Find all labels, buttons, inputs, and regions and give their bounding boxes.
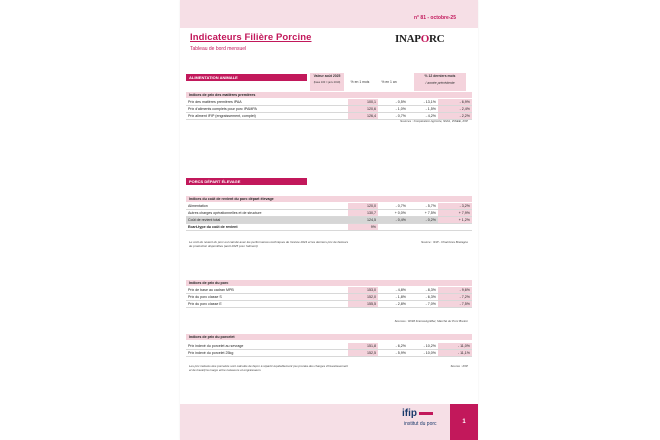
page-title: Indicateurs Filière Porcine xyxy=(190,32,312,43)
source-note: Sources : RNM FranceAgriMer, Marché du Porc Breton xyxy=(394,319,468,323)
table-row: Prix d'aliments complets pour porc IPAMPA 120,6 - 1,0% - 1,5% - 2,4% xyxy=(188,107,470,111)
top-band xyxy=(180,0,478,28)
table-row: Prix indexé du porcelet 25kg 152,5 - 5,9% - 10,0% - 11,1% xyxy=(188,351,470,355)
logo-dash-icon xyxy=(419,412,433,415)
subheader-cout: Indices du coût de revient du porc départ élevage xyxy=(189,197,274,201)
source-note: Sources : Coopération Agricole, SNIA, INSEE, IFIP xyxy=(400,119,468,123)
subheader-prix-porcelet: Indices de prix du porcelet xyxy=(189,335,235,339)
subheader-matieres: Indices de prix des matières premières xyxy=(189,93,256,97)
page-number: 1 xyxy=(450,404,478,440)
table-alimentation xyxy=(186,99,472,120)
table-row: Autres charges opérationnelles et de structure 130,7 + 0,0% + 7,5% + 7,9% xyxy=(188,211,470,215)
table-row: Prix du porc classe E 155,5 - 2,8% - 7,0% - 7,5% xyxy=(188,302,470,306)
source-note: Source : IFIP xyxy=(450,364,468,368)
column-header-month: % en 1 mois xyxy=(350,80,370,84)
ifip-tagline: institut du porc xyxy=(404,421,437,427)
column-header-value: Valeur août 2025 (base 100 = janv 2019) xyxy=(310,73,344,91)
source-note: Source : IFIP - Chambres Bretagne xyxy=(421,240,468,244)
page-subtitle: Tableau de bord mensuel xyxy=(190,46,247,52)
table-row: Prix indexé du porcelet au sevrage 151,8 - 6,2% - 10,2% - 11,0% xyxy=(188,344,470,348)
table-row: Prix de base au cadran MPB 153,0 - 4,8% - 8,3% - 9,6% xyxy=(188,288,470,292)
table-row: Prix aliment IFIP (engraissement, complet) 126,4 - 0,7% - 4,2% - 2,2% xyxy=(188,114,470,118)
table-row: Prix des matières premières IPAA 100,1 - 0,5% - 13,1% - 6,9% xyxy=(188,100,470,104)
column-header-12-months: % 12 derniers mois / année précédente xyxy=(414,73,466,91)
column-header-year: % en 1 an xyxy=(381,80,397,84)
table-prix-porc xyxy=(186,287,472,308)
report-page xyxy=(180,0,478,440)
section-title-alimentation: ALIMENTATION ANIMALE xyxy=(186,74,307,81)
table-row: Coût de revient total 124,5 - 0,4% - 0,2% + 1,2% xyxy=(188,218,470,222)
methodology-note: Le coût de revient du porc est calculé avec les performances techniques de l'année 2024 et les derniers prix de facteurs de production disponibles (août 2025 pour l'aliment) xyxy=(189,240,349,248)
section-title-porcs: PORCS DÉPART ÉLEVAGE xyxy=(186,178,307,185)
inaporc-logo: INAPORC xyxy=(395,33,445,45)
issue-number: n° 81 - octobre-25 xyxy=(413,15,456,21)
table-row: Ecart-type du coût de revient 9% xyxy=(186,224,472,231)
subheader-prix-porc: Indices de prix du porc xyxy=(189,281,229,285)
table-row: Alimentation 120,0 - 0,7% - 5,7% - 3,2% xyxy=(188,204,470,208)
table-row: Prix du porc classe S 152,0 - 1,8% - 6,3% - 7,2% xyxy=(188,295,470,299)
table-prix-porcelet xyxy=(186,343,472,357)
subheader-band xyxy=(186,280,472,286)
porcelet-note: Les prix indexés des porcelets sont calculés de façon à répartir équitablement (au prorata des charges d'investissement et de travail) la marge entre naisseurs et engraisseurs xyxy=(189,364,348,372)
table-cout-revient xyxy=(186,203,472,231)
ifip-logo: ifip xyxy=(402,408,433,419)
